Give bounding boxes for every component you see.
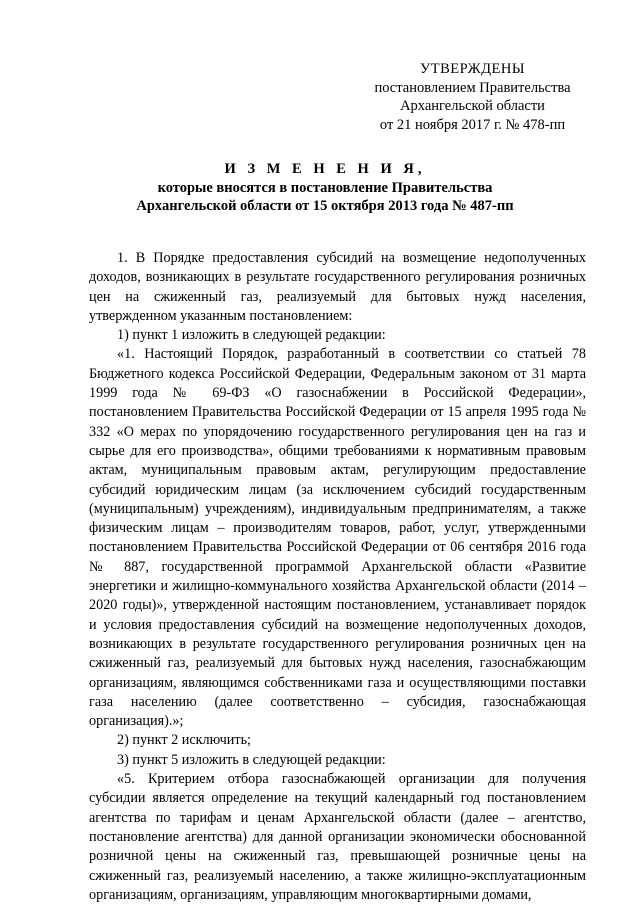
paragraph-1: 1. В Порядке предоставления субсидий на возмещение недополученных доходов, возникающих в результате государственного регулирования розничных цен на сжиженный газ, реализуемый для бытовых нужд населения, утвержденном указанным постановлением: [89, 250, 586, 324]
document-title [100, 160, 550, 216]
approval-line-1: постановлением Правительства [374, 79, 571, 96]
approval-stamp [360, 60, 585, 134]
paragraph-6: «5. Критерием отбора газоснабжающей организации для получения субсидии является определение на текущий календарный год постановлением агентства по тарифам и ценам Архангельской области (далее – агентство, постановление агентства) для данной организации экономически обоснованной розничной цены на сжиженный газ, превышающей розничные цены на сжиженный газ, реализуемый населению, а также жилищно-эксплуатационным организациям, организациям, управляющим многоквартирными домами, [89, 771, 586, 903]
approval-line-3: от 21 ноября 2017 г. № 478-пп [379, 116, 566, 133]
approved-label: УТВЕРЖДЕНЫ [419, 61, 526, 77]
document-body [89, 249, 586, 905]
title-heading: И З М Е Н Е Н И Я, [224, 161, 426, 177]
title-line-2: которые вносятся в постановление Правительства [157, 179, 493, 196]
paragraph-4: 2) пункт 2 исключить; [117, 732, 251, 749]
paragraph-3: «1. Настоящий Порядок, разработанный в соответствии со статьей 78 Бюджетного кодекса Российской Федерации, Федеральным законом от 31 марта 1999 года № 69-ФЗ «О газоснабжении в Российской Федерации», постановлением Правительства Российской Федерации от 15 апреля 1995 года № 332 «О мерах по упорядочению государственного регулирования цен на газ и сырье для его производства», общими требованиями к нормативным правовым актам, муниципальным правовым актам, регулирующим предоставление субсидий юридическим лицам (за исключением субсидий государственным (муниципальным) учреждениям), индивидуальным предпринимателям, а также физическим лицам – производителям товаров, работ, услуг, утвержденными постановлением Правительства Российской Федерации от 06 сентября 2016 года № 887, государственной программой Архангельской области «Развитие энергетики и жилищно-коммунального хозяйства Архангельской области (2014 – 2020 годы)», утвержденной настоящим постановлением, устанавливает порядок и условия предоставления субсидий на возмещение недополученных доходов, возникающих в результате государственного регулирования розничных цен на сжиженный газ, реализуемый для бытовых нужд населения, газоснабжающим организациям, являющимся собственниками газа и осуществляющими поставки газа населению (далее соответственно – субсидия, газоснабжающая организация).»; [89, 346, 586, 730]
paragraph-2: 1) пункт 1 изложить в следующей редакции: [117, 327, 386, 344]
approval-line-2: Архангельской области [400, 98, 545, 114]
title-line-3: Архангельской области от 15 октября 2013 года № 487-пп [136, 198, 514, 214]
paragraph-5: 3) пункт 5 изложить в следующей редакции: [117, 751, 386, 768]
